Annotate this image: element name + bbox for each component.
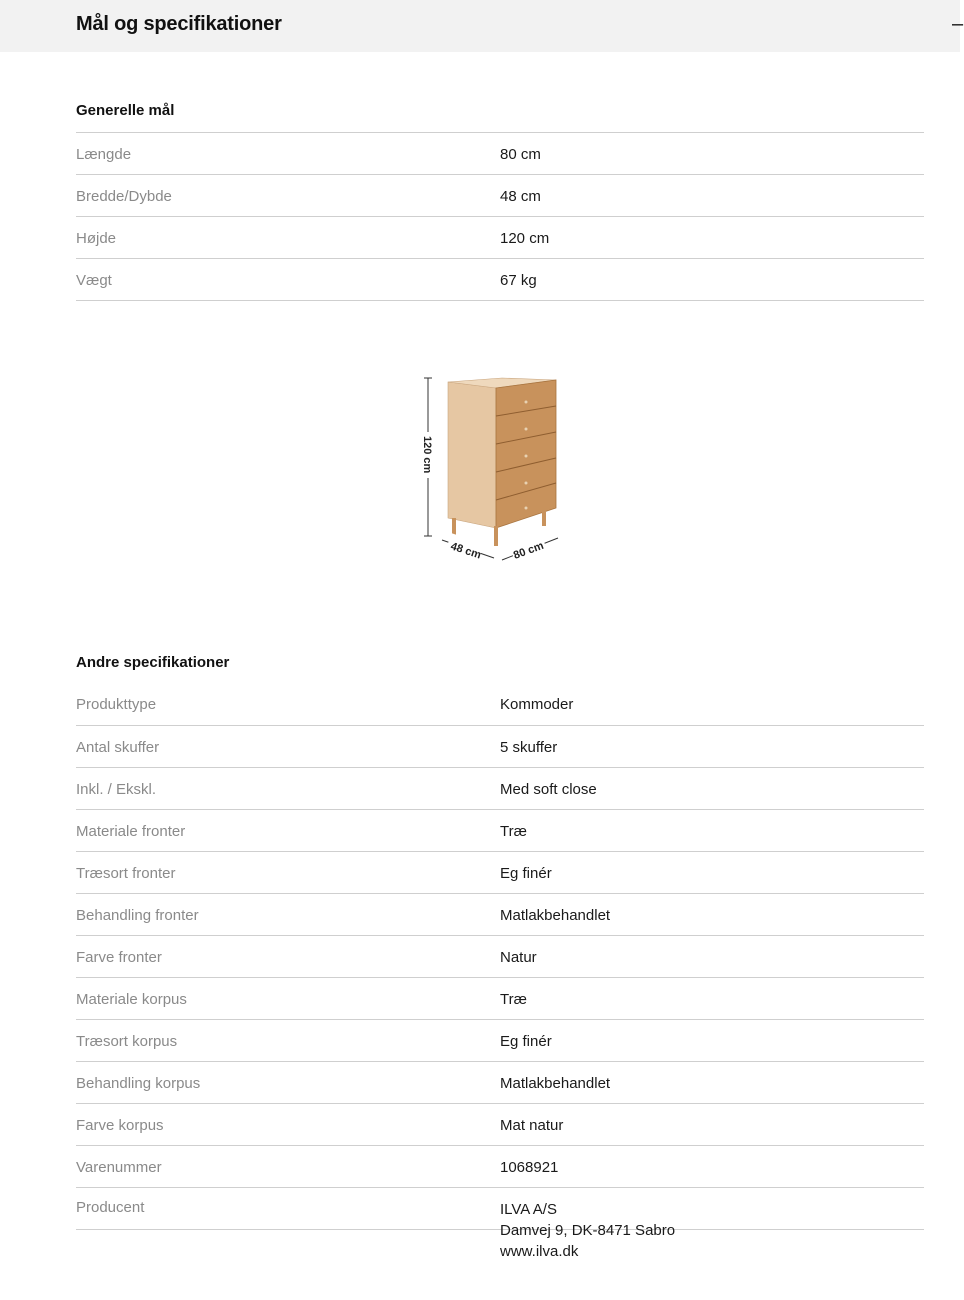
spec-value: 67 kg — [500, 272, 537, 289]
spec-label: Materiale korpus — [76, 991, 187, 1008]
spec-value: 80 cm — [500, 146, 541, 163]
spec-label: Højde — [76, 230, 117, 247]
general-dimensions-table — [76, 132, 924, 301]
spec-label: Bredde/Dybde — [76, 188, 172, 205]
spec-label: Behandling fronter — [76, 907, 199, 924]
spec-label: Antal skuffer — [76, 739, 160, 756]
other-specifications-title: Andre specifikationer — [76, 654, 230, 671]
spec-label: Inkl. / Ekskl. — [76, 781, 157, 798]
spec-value: 5 skuffer — [500, 739, 558, 756]
dresser-illustration — [410, 368, 570, 568]
spec-value: Med soft close — [500, 781, 597, 798]
spec-row-depth — [76, 175, 924, 217]
spec-value: Mat natur — [500, 1117, 564, 1134]
spec-value: Træ — [500, 823, 527, 840]
spec-row — [76, 1104, 924, 1146]
spec-label: Materiale fronter — [76, 823, 186, 840]
other-specifications-table — [76, 683, 924, 1260]
spec-row-height — [76, 217, 924, 259]
general-dimensions-title: Generelle mål — [76, 102, 175, 119]
spec-value: Kommoder — [500, 696, 574, 713]
spec-value: 120 cm — [500, 230, 550, 247]
spec-row — [76, 936, 924, 978]
spec-row-length — [76, 133, 924, 175]
width-dimension-label: 80 cm — [511, 539, 546, 562]
spec-label: Træsort fronter — [76, 865, 176, 882]
spec-row — [76, 1020, 924, 1062]
spec-row — [76, 683, 924, 726]
producer-website-link[interactable]: www.ilva.dk — [500, 1243, 579, 1260]
spec-row — [76, 1062, 924, 1104]
spec-value: 48 cm — [500, 188, 541, 205]
spec-value: Natur — [500, 949, 537, 966]
producer-street: Damvej 9, DK-8471 Sabro — [500, 1222, 676, 1239]
spec-row — [76, 978, 924, 1020]
dresser-dimension-diagram — [410, 368, 570, 568]
spec-row-producer — [76, 1188, 924, 1260]
spec-label: Varenummer — [76, 1159, 162, 1176]
depth-dimension-label: 48 cm — [449, 540, 483, 562]
spec-value: Matlakbehandlet — [500, 1075, 611, 1092]
spec-label: Farve korpus — [76, 1117, 164, 1134]
spec-row — [76, 768, 924, 810]
spec-row — [76, 1146, 924, 1188]
specs-header-title: Mål og specifikationer — [76, 13, 282, 35]
spec-label: Vægt — [76, 272, 112, 289]
specs-header[interactable] — [0, 0, 964, 52]
spec-label: Farve fronter — [76, 949, 162, 966]
producer-address — [500, 1199, 675, 1262]
spec-value: Eg finér — [500, 1033, 552, 1050]
height-dimension-label: 120 cm — [421, 436, 433, 474]
spec-value: Matlakbehandlet — [500, 907, 611, 924]
spec-label: Producent — [76, 1199, 145, 1216]
spec-label: Behandling korpus — [76, 1075, 201, 1092]
spec-row — [76, 852, 924, 894]
spec-value: Træ — [500, 991, 527, 1008]
producer-name: ILVA A/S — [500, 1201, 557, 1218]
spec-value: Eg finér — [500, 865, 552, 882]
spec-value: 1068921 — [500, 1159, 559, 1176]
spec-label: Længde — [76, 146, 132, 163]
spec-label: Træsort korpus — [76, 1033, 178, 1050]
spec-row — [76, 726, 924, 768]
collapse-minus-icon[interactable]: – — [952, 13, 964, 35]
spec-label: Produkttype — [76, 696, 157, 713]
spec-row-weight — [76, 259, 924, 301]
spec-row — [76, 894, 924, 936]
spec-row — [76, 810, 924, 852]
